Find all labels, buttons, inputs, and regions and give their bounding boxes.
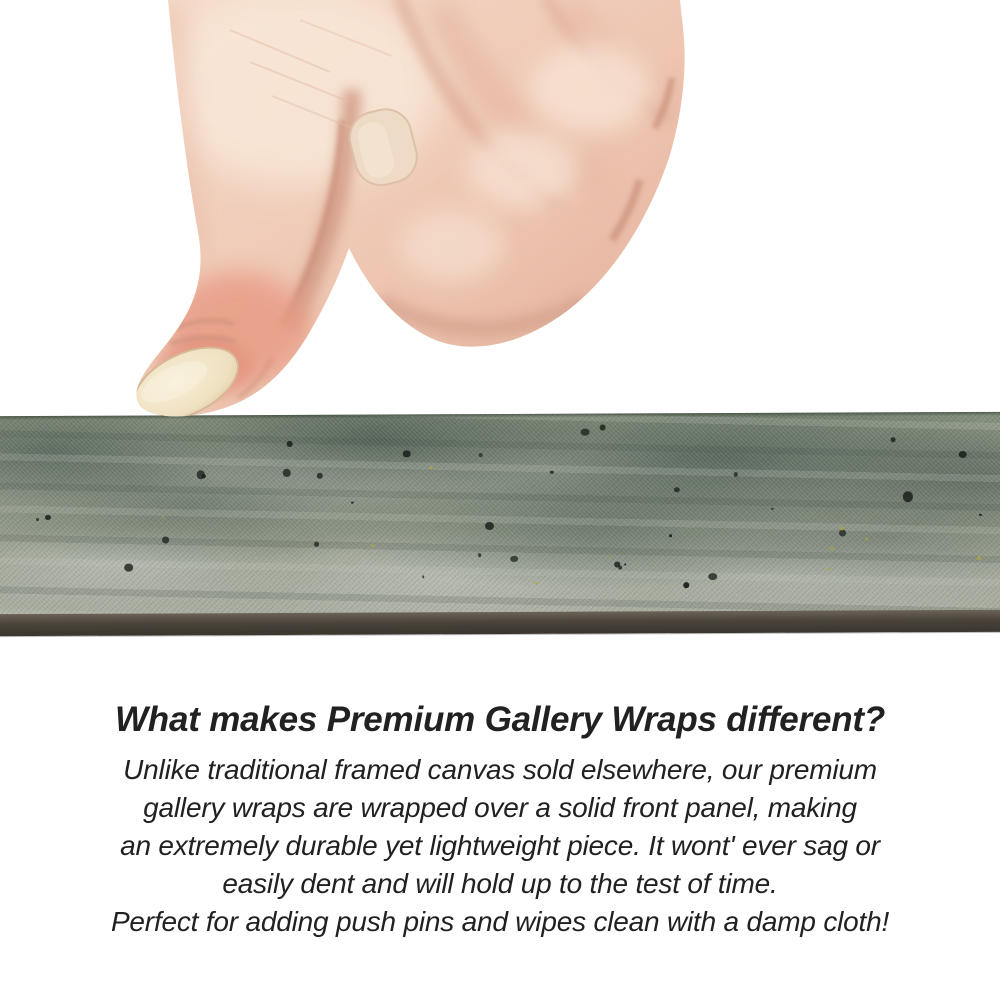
paint-speck xyxy=(403,451,411,458)
paint-speck xyxy=(478,554,481,558)
paint-speck xyxy=(581,429,590,436)
yellow-speck xyxy=(840,526,844,530)
paint-speck xyxy=(979,513,981,515)
hand-silhouette xyxy=(136,0,684,416)
paint-speck xyxy=(351,502,354,504)
caption-line: Unlike traditional framed canvas sold elsewhere, our premium xyxy=(123,754,877,785)
paint-speck xyxy=(316,473,323,479)
paint-speck xyxy=(485,522,494,531)
caption-body xyxy=(0,751,1000,941)
paint-speck xyxy=(550,471,553,474)
paint-speck xyxy=(669,534,672,537)
yellow-speck xyxy=(828,568,831,571)
paint-speck xyxy=(479,454,483,458)
canvas-texture xyxy=(0,412,1000,616)
yellow-speck xyxy=(371,544,374,547)
caption-line: Perfect for adding push pins and wipes clean with a damp cloth! xyxy=(110,906,890,937)
paint-speck xyxy=(684,582,690,588)
paint-speck xyxy=(708,573,717,581)
canvas-speckles xyxy=(0,412,1000,616)
caption-heading: What makes Premium Gallery Wraps different? xyxy=(114,700,886,739)
paint-speck xyxy=(283,469,291,477)
canvas-edge-strip xyxy=(0,412,1000,636)
yellow-speck xyxy=(535,582,538,585)
paint-speck xyxy=(771,508,773,510)
paint-speck xyxy=(510,555,518,562)
yellow-speck xyxy=(429,466,433,470)
paint-speck xyxy=(839,530,846,537)
paint-speck xyxy=(45,515,51,520)
paint-speck xyxy=(624,564,626,566)
paint-speck xyxy=(162,537,169,544)
caption-line: easily dent and will hold up to the test of time. xyxy=(222,868,778,899)
paint-speck xyxy=(618,565,623,569)
caption-line: gallery wraps are wrapped over a solid front panel, making xyxy=(143,792,857,823)
paint-speck xyxy=(902,492,912,502)
paint-speck xyxy=(674,487,679,492)
yellow-speck xyxy=(830,547,834,551)
caption-block xyxy=(0,698,1000,941)
paint-speck xyxy=(599,424,605,430)
yellow-speck xyxy=(865,538,868,541)
yellow-speck xyxy=(977,556,981,560)
paint-speck xyxy=(422,575,425,578)
yellow-speck xyxy=(608,557,610,559)
paint-speck xyxy=(958,450,967,457)
caption-line: an extremely durable yet lightweight piece. It wont' ever sag or xyxy=(120,830,880,861)
yellow-speck xyxy=(162,516,164,518)
paint-speck xyxy=(124,564,132,572)
paint-speck xyxy=(733,472,737,477)
paint-speck xyxy=(36,518,39,521)
panel-bottom-edge xyxy=(0,610,1000,636)
paint-speck xyxy=(287,441,292,447)
paint-speck xyxy=(196,471,205,480)
paint-speck xyxy=(314,541,319,546)
paint-speck xyxy=(891,437,896,442)
index-fingernail xyxy=(344,104,422,191)
